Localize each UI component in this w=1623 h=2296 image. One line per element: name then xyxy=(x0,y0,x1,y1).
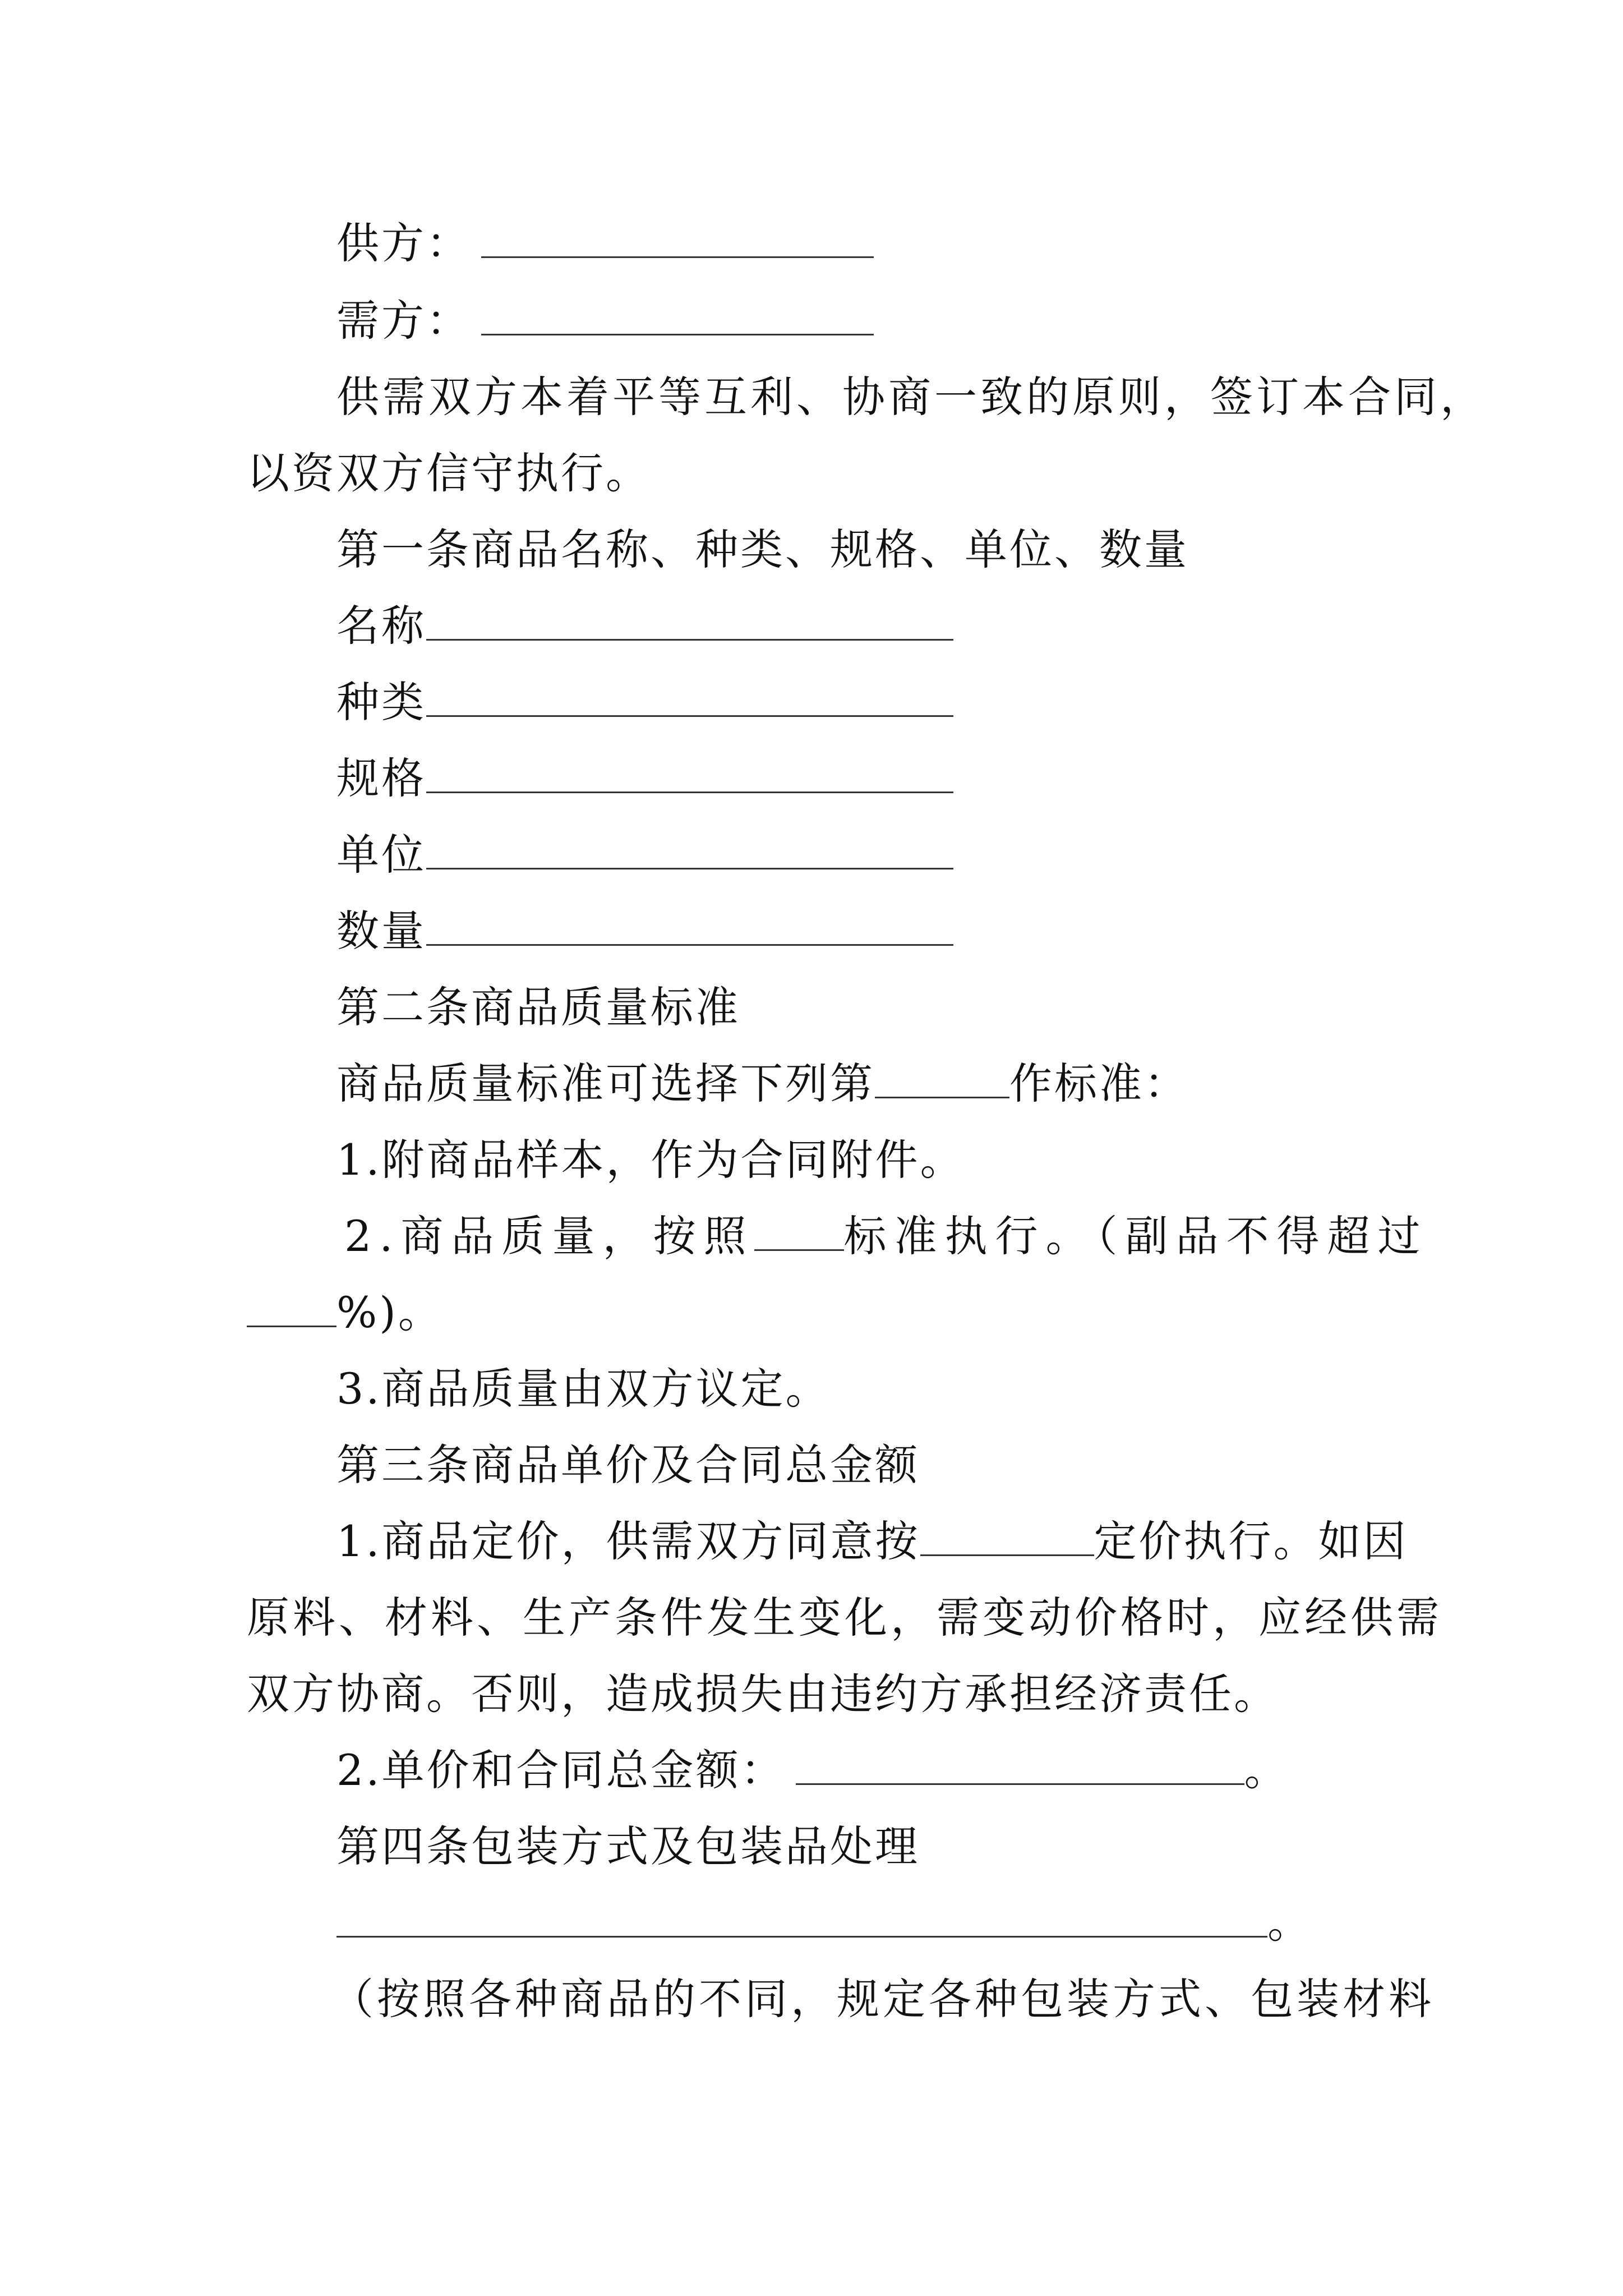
total-amount-blank xyxy=(796,1744,1244,1785)
total-amount-suffix: 。 xyxy=(1244,1745,1289,1795)
intro-line-1: 供需双方本着平等互利、协商一致的原则，签订本合同， xyxy=(336,372,1486,422)
packaging-note: （按照各种商品的不同，规定各种包装方式、包装材料 xyxy=(331,1974,1435,2024)
field-label: 种类 xyxy=(336,677,426,727)
field-row-unit xyxy=(336,828,953,882)
supplier-row xyxy=(336,217,874,270)
field-blank xyxy=(426,905,953,946)
packaging-row xyxy=(336,1896,1312,1950)
field-row-quantity xyxy=(336,904,953,958)
field-row-type xyxy=(336,675,953,729)
pricing-line-3: 双方协商。否则，造成损失由违约方承担经济责任。 xyxy=(247,1669,1279,1719)
total-amount-prefix: 2.单价和合同总金额： xyxy=(336,1745,786,1795)
quality-option-2 xyxy=(344,1209,1428,1263)
pricing-row xyxy=(336,1515,1408,1568)
quality-standard-blank xyxy=(754,1210,844,1251)
intro-line-2: 以资双方信守执行。 xyxy=(247,448,651,498)
buyer-blank xyxy=(481,295,874,335)
buyer-row xyxy=(336,294,874,348)
field-blank xyxy=(426,752,953,793)
supplier-label: 供方： xyxy=(336,218,471,268)
field-blank xyxy=(426,600,953,641)
quality-select-prefix: 商品质量标准可选择下列第 xyxy=(336,1059,875,1108)
field-label: 数量 xyxy=(336,906,426,956)
field-blank xyxy=(426,829,953,869)
quality-select-blank xyxy=(875,1057,1009,1098)
supplier-blank xyxy=(481,217,874,258)
field-label: 规格 xyxy=(336,753,426,803)
pricing-blank xyxy=(920,1515,1094,1556)
quality-option-2-tail-text: %)。 xyxy=(336,1287,443,1337)
quality-option-2-prefix: 2.商品质量，按照 xyxy=(344,1211,754,1261)
pricing-line-2: 原料、材料、生产条件发生变化，需变动价格时，应经供需 xyxy=(247,1593,1442,1642)
total-amount-row xyxy=(336,1743,1289,1797)
quality-select-row xyxy=(336,1057,1189,1111)
packaging-blank xyxy=(336,1897,1267,1938)
field-blank xyxy=(426,676,953,717)
buyer-label: 需方： xyxy=(336,296,471,346)
field-row-spec xyxy=(336,752,953,806)
pricing-suffix: 定价执行。如因 xyxy=(1094,1516,1408,1566)
quality-select-suffix: 作标准： xyxy=(1009,1059,1189,1108)
quality-option-3: 3.商品质量由双方议定。 xyxy=(336,1364,831,1414)
field-row-name xyxy=(336,599,953,653)
defect-percent-blank xyxy=(247,1286,336,1327)
quality-option-1: 1.附商品样本，作为合同附件。 xyxy=(336,1135,965,1185)
quality-option-2-tail xyxy=(247,1286,443,1340)
quality-option-2-suffix: 标准执行。（副品不得超过 xyxy=(843,1211,1428,1261)
field-label: 名称 xyxy=(336,601,426,651)
packaging-end: 。 xyxy=(1267,1898,1312,1948)
article4-title: 第四条包装方式及包装品处理 xyxy=(336,1821,920,1871)
article3-title: 第三条商品单价及合同总金额 xyxy=(336,1440,920,1490)
pricing-prefix: 1.商品定价，供需双方同意按 xyxy=(336,1516,920,1566)
article1-title: 第一条商品名称、种类、规格、单位、数量 xyxy=(336,524,1189,574)
article2-title: 第二条商品质量标准 xyxy=(336,982,740,1032)
field-label: 单位 xyxy=(336,830,426,880)
